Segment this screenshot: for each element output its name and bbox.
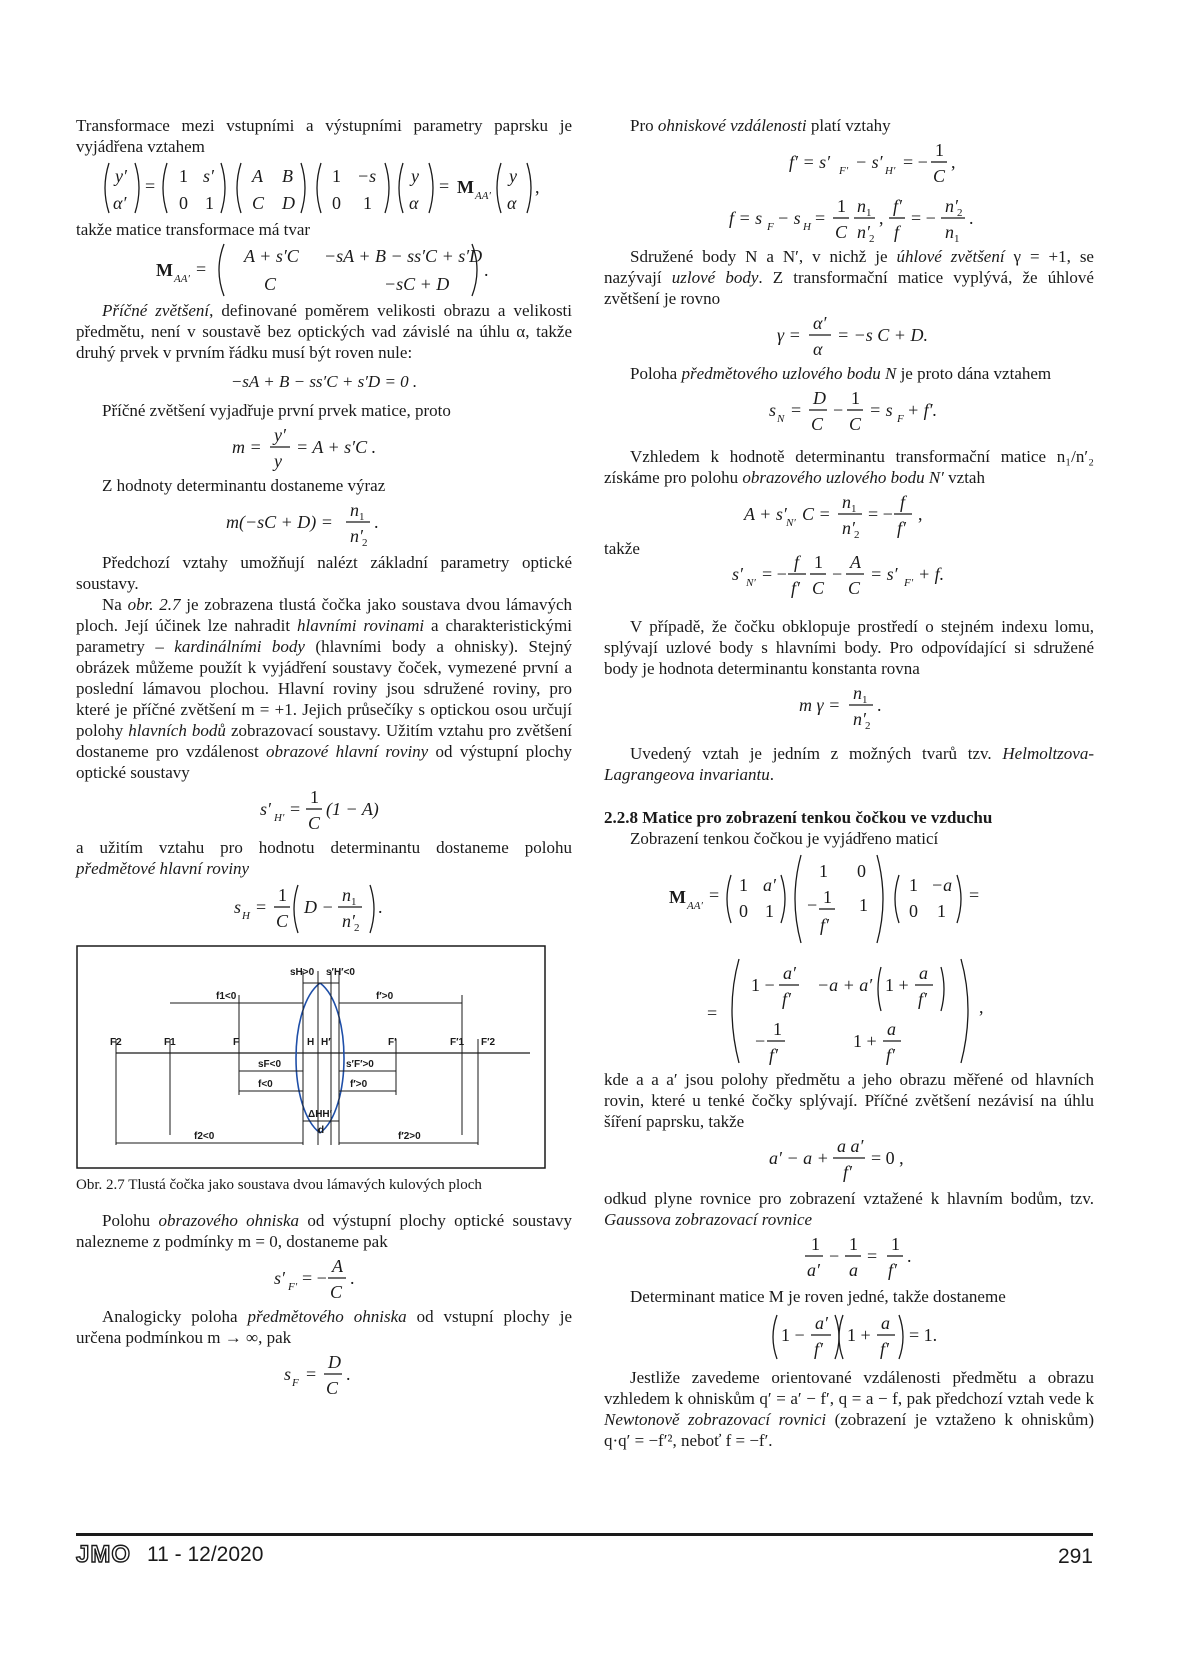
svg-text:−sA + B − ss′C + s′D: −sA + B − ss′C + s′D	[324, 246, 483, 266]
fig-label: sF<0	[258, 1059, 282, 1070]
text: Sdružené body N a N′, v nichž je	[630, 247, 897, 266]
paragraph: V případě, že čočku obklopuje prostředí o stejném indexu lomu, splývají uzlové body s hlavními body. Pro odpovídající si sdružené body je hodnota determinantu konstanta rovna	[604, 617, 1094, 678]
svg-text:n: n	[853, 683, 862, 703]
svg-text:2: 2	[354, 922, 360, 934]
equation-image-principal-plane	[224, 783, 424, 837]
equation-invariant	[759, 679, 939, 735]
equation-image-focus	[234, 1252, 414, 1306]
svg-text:2: 2	[854, 529, 860, 541]
svg-text:D: D	[813, 388, 826, 408]
svg-text:= −s C + D.: = −s C + D.	[837, 325, 928, 345]
equation-image-nodal-point	[734, 488, 974, 608]
svg-text:f = s: f = s	[729, 208, 763, 228]
fig-label: ΔHH′	[308, 1109, 333, 1120]
svg-text:= 0 ,: = 0 ,	[871, 1148, 904, 1168]
svg-text:1: 1	[814, 552, 823, 572]
svg-text:D: D	[282, 193, 295, 213]
text: zobrazovací soustavy. Užitím vztahu pro zvětšení dostaneme pro vzdálenost	[76, 721, 572, 761]
svg-text:−: −	[829, 1246, 840, 1266]
svg-text:f′: f′	[820, 915, 829, 935]
paragraph: Z hodnoty determinantu dostaneme výraz	[102, 476, 386, 495]
text: vztah	[943, 468, 985, 487]
svg-text:C: C	[849, 414, 862, 434]
fig-label: f<0	[258, 1079, 273, 1090]
svg-text:y: y	[411, 166, 419, 186]
paragraph: kde a a a′ jsou polohy předmětu a jeho obrazu měřené od hlavních rovin, které u tenké čočky splývají. Příčné zvětšení nezávisí na úhlu šíření paprsku, takže	[604, 1070, 1094, 1131]
svg-text:1: 1	[909, 875, 918, 895]
svg-text:m =: m =	[232, 437, 262, 457]
svg-text:M: M	[457, 177, 474, 197]
svg-text:C =: C =	[802, 504, 831, 524]
svg-text:1: 1	[773, 1019, 782, 1039]
svg-text:s′: s′	[203, 166, 214, 186]
svg-text:f′ = s′: f′ = s′	[789, 152, 831, 172]
equation-magnification	[214, 421, 434, 475]
equation-magnification-zero	[749, 1132, 949, 1188]
svg-text:1: 1	[937, 901, 946, 921]
svg-text:α: α	[409, 193, 419, 213]
svg-text:n: n	[842, 492, 851, 512]
svg-text:f: f	[900, 492, 906, 512]
text: od výstupní plochy optické soustavy nalezneme z podmínky m = 0, dostaneme pak	[76, 1211, 572, 1251]
svg-text:H′: H′	[885, 165, 896, 177]
svg-text:a a′: a a′	[837, 1136, 864, 1156]
svg-text:1: 1	[823, 887, 832, 907]
term: předmětového ohniska	[247, 1307, 407, 1326]
svg-text:1: 1	[739, 875, 748, 895]
svg-text:1 −: 1 −	[751, 975, 775, 995]
svg-text:C: C	[330, 1282, 343, 1302]
svg-text:A + s′: A + s′	[744, 504, 787, 524]
svg-text:f′: f′	[918, 989, 927, 1009]
svg-text:F: F	[897, 413, 904, 425]
svg-text:1: 1	[278, 885, 287, 905]
fig-label: d	[318, 1125, 325, 1136]
svg-text:2: 2	[362, 537, 368, 549]
svg-text:C: C	[252, 193, 265, 213]
svg-text:1 +: 1 +	[847, 1325, 871, 1345]
term: Gaussova zobrazovací rovnice	[604, 1210, 813, 1229]
svg-text:=: =	[439, 176, 450, 196]
svg-text:−: −	[807, 895, 818, 915]
svg-text:B: B	[282, 166, 293, 186]
svg-text:= −: = −	[868, 504, 893, 524]
svg-text:= A + s′C .: = A + s′C .	[296, 437, 377, 457]
figure-thick-lens	[76, 945, 572, 1196]
svg-text:1: 1	[179, 166, 188, 186]
svg-text:+ f′.: + f′.	[907, 400, 938, 420]
fig-label: s′F′>0	[346, 1059, 374, 1070]
svg-text:a: a	[849, 1260, 858, 1280]
term: kardinálními body	[174, 637, 305, 656]
text: . Z transformační matice vyplývá, že úhlové zvětšení je rovno	[604, 268, 1094, 308]
svg-text:1: 1	[866, 207, 872, 219]
text: Jestliže zavedeme orientované vzdálenosti předmětu a obrazu vzhledem k ohniskům q′ = a′ − f′, q = a − f, pak předchozí vztah vede k	[604, 1368, 1094, 1408]
svg-text:n′: n′	[842, 518, 855, 538]
svg-text:= −: = −	[903, 152, 928, 172]
svg-text:0: 0	[332, 193, 341, 213]
issue-number: 11 - 12/2020	[147, 1543, 264, 1566]
text: (zobrazení je vztaženo k ohniskům) q·q′ = −f′², neboť f = −f′.	[604, 1410, 1094, 1450]
svg-text:n: n	[350, 500, 359, 520]
svg-text:1: 1	[332, 166, 341, 186]
svg-text:f′: f′	[888, 1260, 897, 1280]
svg-text:f′: f′	[897, 518, 906, 538]
svg-text:a′ − a +: a′ − a +	[769, 1148, 829, 1168]
svg-text:s: s	[284, 1364, 292, 1384]
svg-text:n: n	[857, 196, 866, 216]
text: Na	[102, 595, 128, 614]
text: Vzhledem k hodnotě determinantu transformační matice n₁/n′₂ získáme pro polohu	[604, 447, 1094, 487]
svg-text:α: α	[507, 193, 517, 213]
svg-text:f′: f′	[791, 578, 800, 598]
journal-logo: JMO	[76, 1541, 132, 1568]
paragraph-text: , definované poměrem velikosti obrazu a velikosti předmětu, není v soustavě bez optických vad závislé na úhlu α, takže druhý prvek v prvním řádku musí být roven nule:	[76, 301, 573, 362]
svg-text:y: y	[274, 451, 282, 471]
equation-object-focus	[244, 1348, 404, 1402]
svg-text:H: H	[803, 221, 811, 233]
svg-text:A + s′C: A + s′C	[244, 246, 299, 266]
equation-object-principal-plane	[204, 879, 444, 939]
takze-label: takže	[604, 539, 640, 558]
svg-text:α: α	[813, 339, 823, 359]
svg-text:2: 2	[869, 233, 875, 245]
svg-text:C: C	[308, 813, 321, 833]
svg-text:0: 0	[857, 861, 866, 881]
fig-label: F′2	[481, 1037, 496, 1048]
svg-text:C: C	[835, 222, 848, 242]
svg-text:.: .	[374, 512, 379, 532]
svg-text:= s: = s	[869, 400, 893, 420]
svg-text:=: =	[969, 885, 980, 905]
svg-text:γ =: γ =	[777, 325, 801, 345]
svg-text:C: C	[811, 414, 824, 434]
svg-text:− s: − s	[777, 208, 801, 228]
svg-text:,: ,	[979, 997, 984, 1017]
svg-text:C: C	[264, 274, 277, 294]
equation-thin-lens-matrix	[639, 849, 1059, 1069]
text: a charakteristickými parametry –	[76, 616, 572, 656]
fig-label: f1<0	[216, 991, 237, 1002]
svg-text:y′: y′	[274, 425, 286, 445]
svg-text:−s: −s	[357, 166, 377, 186]
svg-text:0: 0	[739, 901, 748, 921]
equation-transfer-matrix	[89, 157, 559, 219]
svg-text:.: .	[484, 260, 489, 280]
svg-text:1: 1	[851, 388, 860, 408]
svg-text:,: ,	[951, 152, 956, 172]
text: od vstupní plochy je určena podmínkou m → ∞, pak	[76, 1307, 573, 1347]
svg-text:1: 1	[811, 1234, 820, 1254]
term: úhlové zvětšení	[896, 247, 1005, 266]
svg-text:2: 2	[957, 207, 963, 219]
svg-text:N′: N′	[786, 517, 796, 529]
equation-object-nodal-point	[739, 384, 959, 438]
svg-text:1: 1	[891, 1234, 900, 1254]
svg-text:s: s	[769, 400, 777, 420]
fig-label: H	[307, 1037, 315, 1048]
svg-text:1: 1	[310, 787, 319, 807]
text: platí vztahy	[806, 116, 891, 135]
svg-text:y′: y′	[115, 166, 127, 186]
svg-text:,: ,	[535, 177, 540, 197]
svg-text:A: A	[332, 1256, 343, 1276]
equation-gauss	[759, 1230, 939, 1286]
paragraph: Příčné zvětšení vyjadřuje první prvek matice, proto	[102, 401, 451, 420]
section-heading: 2.2.8 Matice pro zobrazení tenkou čočkou ve vzduchu	[604, 808, 993, 827]
svg-text:C: C	[812, 578, 825, 598]
svg-text:C: C	[933, 166, 946, 186]
footer-left	[76, 1541, 264, 1568]
text: Analogicky poloha	[102, 1307, 248, 1326]
svg-text:.: .	[907, 1246, 912, 1266]
svg-text:=: =	[791, 400, 802, 420]
svg-text:AA′: AA′	[475, 190, 491, 202]
svg-text:M: M	[669, 887, 686, 907]
svg-text:f′: f′	[886, 1045, 895, 1065]
svg-text:n′: n′	[945, 196, 958, 216]
equation: −sA + B − ss′C + s′D = 0 .	[230, 372, 418, 391]
svg-text:D: D	[328, 1352, 341, 1372]
left-column	[76, 115, 572, 1402]
svg-text:N′: N′	[746, 577, 756, 589]
svg-text:= −: = −	[762, 564, 787, 584]
text: od výstupní plochy optické soustavy	[76, 742, 572, 782]
svg-text:A: A	[252, 166, 263, 186]
svg-text:=: =	[196, 259, 207, 279]
svg-text:f′: f′	[843, 1162, 852, 1182]
svg-text:f′: f′	[880, 1339, 889, 1359]
svg-text:= −: = −	[911, 208, 936, 228]
paragraph: Zobrazení tenkou čočkou je vyjádřeno maticí	[630, 829, 939, 848]
svg-text:n: n	[945, 222, 954, 242]
fig-label: f′>0	[376, 991, 394, 1002]
fig-label: H′	[321, 1037, 331, 1048]
equation-focal-lengths	[699, 136, 999, 246]
svg-text:F′: F′	[288, 1281, 298, 1293]
svg-text:,: ,	[879, 208, 884, 228]
svg-text:=: =	[145, 176, 156, 196]
fig-label: F′	[388, 1037, 397, 1048]
text: .	[769, 765, 774, 784]
svg-text:= −: = −	[302, 1268, 327, 1288]
svg-text:.: .	[378, 897, 383, 917]
svg-text:.: .	[350, 1268, 355, 1288]
svg-text:1: 1	[819, 861, 828, 881]
text: Polohu	[102, 1211, 159, 1230]
svg-text:C: C	[276, 911, 289, 931]
fig-label: sH>0	[290, 967, 315, 978]
text: a užitím vztahu pro hodnotu determinantu dostaneme polohu	[76, 838, 572, 857]
svg-text:−: −	[833, 400, 844, 420]
term: ohniskové vzdálenosti	[657, 116, 807, 135]
svg-text:N: N	[777, 413, 785, 425]
svg-text:n: n	[342, 885, 351, 905]
svg-text:1: 1	[837, 196, 846, 216]
svg-text:n′: n′	[342, 911, 355, 931]
svg-text:1: 1	[351, 896, 357, 908]
svg-text:+ f.: + f.	[918, 564, 945, 584]
svg-text:f: f	[794, 552, 800, 572]
svg-text:a: a	[881, 1313, 890, 1333]
svg-text:F: F	[767, 221, 774, 233]
fig-label: F2	[110, 1037, 122, 1048]
text: Poloha	[630, 364, 682, 383]
svg-text:1 −: 1 −	[781, 1325, 805, 1345]
svg-text:D −: D −	[304, 897, 334, 917]
svg-text:,: ,	[918, 504, 923, 524]
svg-text:f′: f′	[814, 1339, 823, 1359]
svg-text:1: 1	[849, 1234, 858, 1254]
text: je proto dána vztahem	[896, 364, 1052, 383]
svg-text:0: 0	[179, 193, 188, 213]
fig-label: f′2>0	[398, 1131, 421, 1142]
svg-text:a: a	[887, 1019, 896, 1039]
svg-text:M: M	[156, 260, 173, 280]
svg-text:F′: F′	[904, 577, 914, 589]
fig-label: F′1	[450, 1037, 465, 1048]
svg-text:−: −	[755, 1031, 766, 1051]
svg-text:1: 1	[765, 901, 774, 921]
equation-angular-magnification	[739, 309, 959, 363]
term: obrazového uzlového bodu N′	[742, 468, 944, 487]
nodal-image-equations	[604, 488, 1094, 608]
paragraph: Předchozí vztahy umožňují nalézt základní parametry optické soustavy.	[76, 553, 572, 593]
term: hlavními rovinami	[296, 616, 425, 635]
page-footer	[76, 1533, 1093, 1568]
svg-text:1: 1	[859, 895, 868, 915]
text: je zobrazena tlustá čočka jako soustava dvou lámavých ploch. Její účinek lze nahradit	[76, 595, 573, 635]
svg-text:a′: a′	[763, 875, 776, 895]
svg-text:s′: s′	[732, 564, 743, 584]
svg-text:AA′: AA′	[687, 900, 703, 912]
svg-text:α′: α′	[813, 313, 827, 333]
svg-text:=: =	[815, 208, 826, 228]
svg-text:f′: f′	[769, 1045, 778, 1065]
text: Uvedený vztah je jedním z možných tvarů tzv.	[630, 744, 1003, 763]
term: obrazové hlavní roviny	[265, 742, 429, 761]
paragraph: takže matice transformace má tvar	[76, 220, 311, 239]
term: hlavních bodů	[128, 721, 226, 740]
svg-text:=: =	[707, 1003, 718, 1023]
svg-text:m(−sC + D) =: m(−sC + D) =	[226, 512, 333, 532]
svg-text:= 1.: = 1.	[909, 1325, 938, 1345]
svg-text:a′: a′	[815, 1313, 828, 1333]
svg-text:H: H	[242, 910, 250, 922]
svg-text:s: s	[234, 897, 242, 917]
text: Pro	[630, 116, 658, 135]
svg-text:=: =	[867, 1246, 878, 1266]
svg-text:a′: a′	[807, 1260, 820, 1280]
svg-text:2: 2	[865, 720, 871, 732]
svg-text:=: =	[256, 897, 267, 917]
svg-text:a: a	[919, 963, 928, 983]
right-column	[604, 115, 1094, 1451]
term: Newtonově zobrazovací rovnici	[604, 1410, 827, 1429]
svg-text:1: 1	[935, 140, 944, 160]
svg-text:f′: f′	[893, 196, 902, 216]
svg-text:=: =	[306, 1364, 317, 1384]
svg-text:− s′: − s′	[855, 152, 883, 172]
fig-label: s′H′<0	[326, 967, 355, 978]
svg-text:a′: a′	[783, 963, 796, 983]
figure-caption: Obr. 2.7 Tlustá čočka jako soustava dvou lámavých kulových ploch	[76, 1177, 482, 1193]
svg-text:0: 0	[909, 901, 918, 921]
svg-text:1: 1	[359, 511, 365, 523]
svg-text:F: F	[292, 1377, 299, 1389]
svg-text:s′: s′	[260, 799, 271, 819]
svg-text:.: .	[346, 1364, 351, 1384]
svg-text:n′: n′	[853, 709, 866, 729]
svg-text:1: 1	[954, 233, 960, 245]
paragraph: Transformace mezi vstupními a výstupními parametry paprsku je vyjádřena vztahem	[76, 116, 572, 156]
equation-determinant	[214, 496, 434, 552]
fig-label: F	[233, 1037, 240, 1048]
term: předmětového uzlového bodu N	[681, 364, 897, 383]
svg-text:=: =	[709, 885, 720, 905]
svg-text:f: f	[894, 222, 900, 242]
svg-text:C: C	[326, 1378, 339, 1398]
equation-det-one	[739, 1307, 959, 1367]
svg-text:−a + a′: −a + a′	[817, 975, 873, 995]
paragraph: Determinant matice M je roven jedné, takže dostaneme	[630, 1287, 1006, 1306]
svg-text:.: .	[877, 695, 882, 715]
svg-text:1: 1	[851, 503, 857, 515]
term: Příčné zvětšení	[102, 301, 210, 320]
svg-text:.: .	[969, 208, 974, 228]
svg-text:f′: f′	[782, 989, 791, 1009]
term: Helmoltzova-Lagrangeova invariantu	[604, 744, 1094, 784]
svg-text:=: =	[290, 799, 301, 819]
svg-text:A: A	[850, 552, 861, 572]
svg-text:F′: F′	[839, 165, 849, 177]
svg-text:m γ =: m γ =	[799, 695, 841, 715]
svg-text:α′: α′	[113, 193, 127, 213]
svg-text:s′: s′	[274, 1268, 285, 1288]
text: odkud plyne rovnice pro zobrazení vztažené k hlavním bodům, tzv.	[604, 1189, 1094, 1208]
fig-label: f′>0	[350, 1079, 368, 1090]
svg-text:AA′: AA′	[174, 273, 190, 285]
svg-text:n′: n′	[857, 222, 870, 242]
page-number: 291	[1057, 1545, 1093, 1568]
svg-text:1: 1	[862, 694, 868, 706]
thick-lens-diagram	[76, 945, 546, 1169]
svg-text:y: y	[509, 166, 517, 186]
svg-text:−sC + D: −sC + D	[384, 274, 450, 294]
svg-text:1: 1	[363, 193, 372, 213]
svg-text:−a: −a	[931, 875, 953, 895]
term: předmětové hlavní roviny	[76, 859, 250, 878]
svg-text:H′: H′	[274, 812, 285, 824]
term: obrazového ohniska	[158, 1211, 300, 1230]
figure-ref: obr. 2.7	[127, 595, 181, 614]
svg-text:= s′: = s′	[870, 564, 898, 584]
svg-text:(1 − A): (1 − A)	[326, 799, 379, 819]
svg-text:1 +: 1 +	[853, 1031, 877, 1051]
text: γ = +1, se nazývají	[604, 247, 1094, 287]
fig-label: f2<0	[194, 1131, 215, 1142]
text: (hlavními body a ohnisky). Stejný obrázek můžeme použít k vyjádření soustavy čoček, vymezené první a poslední lámavou plochou. Hlavní roviny jsou sdružené roviny, pro které je příčné zvětšení m = +1. Jejich průsečíky s optickou osou určují polohy	[76, 637, 572, 740]
svg-text:−: −	[832, 564, 843, 584]
svg-text:n′: n′	[350, 526, 363, 546]
svg-text:1 +: 1 +	[885, 975, 909, 995]
svg-text:C: C	[848, 578, 861, 598]
svg-text:1: 1	[205, 193, 214, 213]
term: uzlové body	[671, 268, 759, 287]
fig-label: F1	[164, 1037, 176, 1048]
equation-matrix-form	[144, 240, 504, 300]
